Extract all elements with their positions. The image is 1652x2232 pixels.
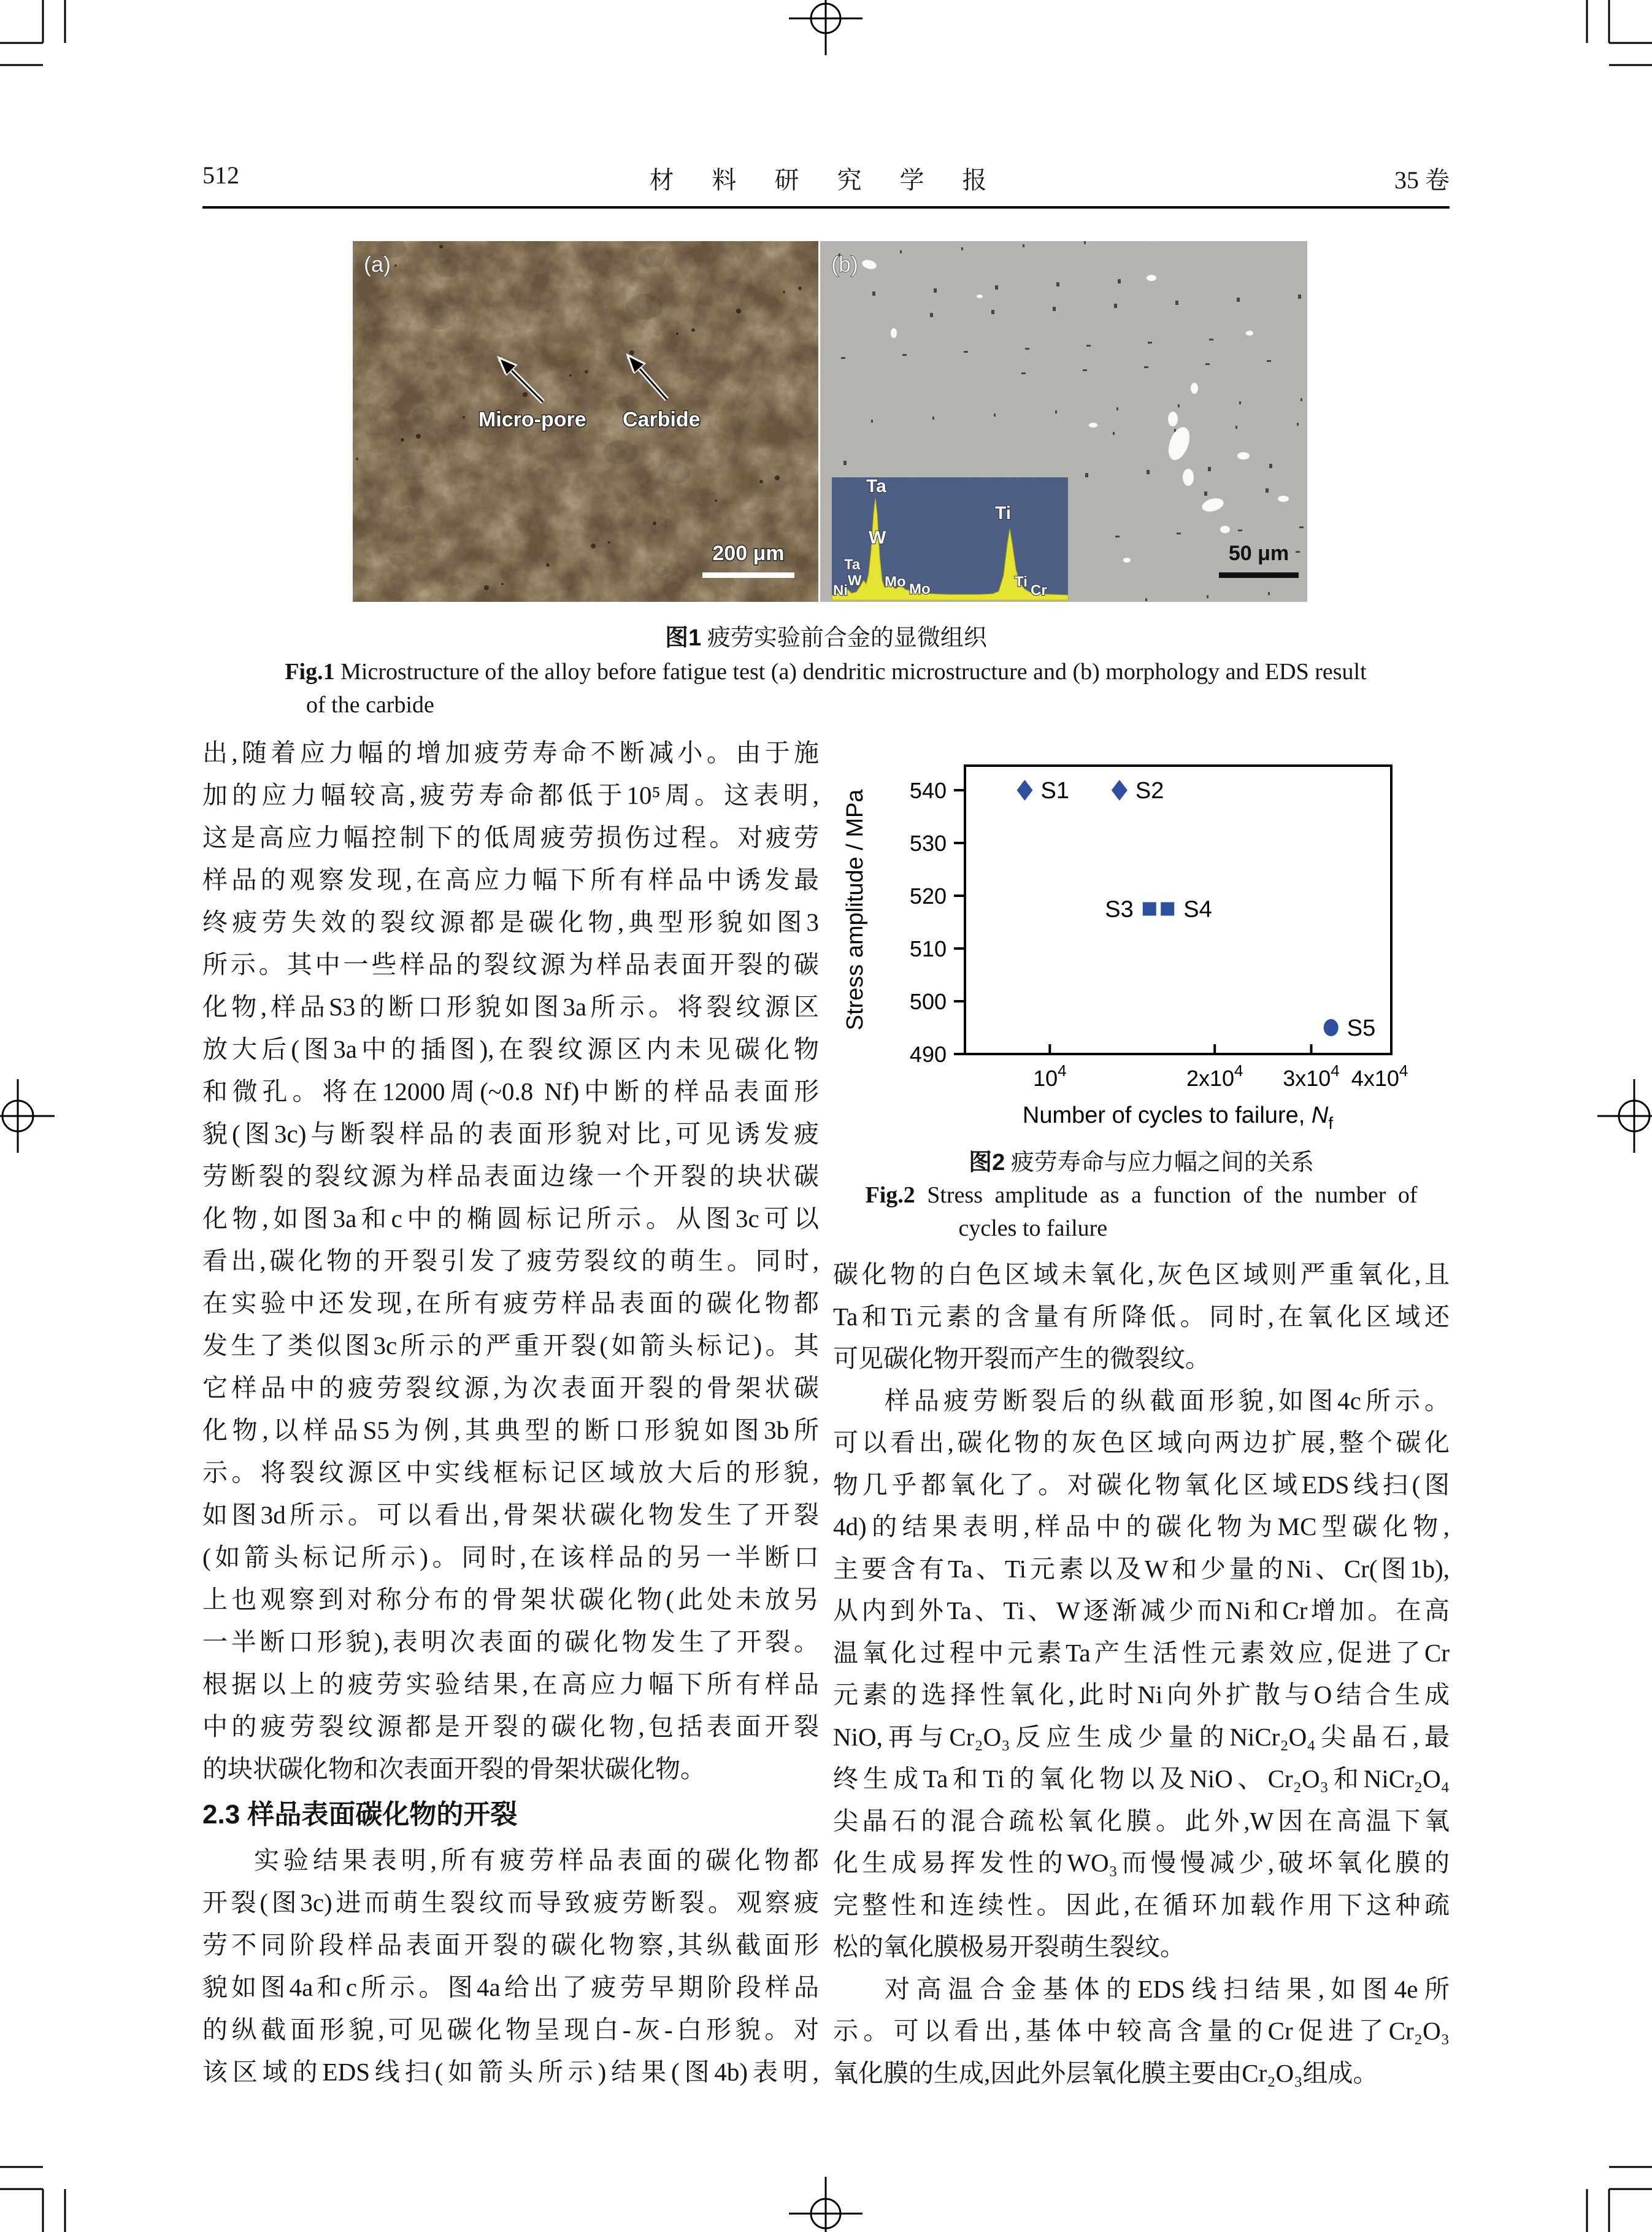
svg-text:3x104: $3x10^4$ — [1283, 1061, 1340, 1091]
svg-text:2x104: $2x10^4$ — [1186, 1061, 1243, 1091]
figure1-caption-cn: 图1 疲劳实验前合金的显微组织 — [665, 625, 987, 651]
carbide-label: Carbide — [623, 408, 701, 431]
eds-peak-Ta-icon: Ta — [866, 476, 886, 496]
eds-label-Mo1: Mo — [885, 574, 906, 590]
text-line: 尖晶石的混合疏松氧化膜。此外,W因在高温下氧 — [833, 1806, 1450, 1835]
scalebar-a-label: 200 μm — [712, 542, 785, 565]
text-line: 物几乎都氧化了。对碳化物氧化区域EDS线扫(图 — [833, 1470, 1450, 1499]
text-line: 出,随着应力幅的增加疲劳寿命不断减小。由于施 — [202, 739, 819, 767]
panel-b-tag: (b) — [831, 252, 858, 277]
header-rule — [202, 206, 1450, 209]
text-line: 温氧化过程中元素Ta产生活性元素效应,促进了Cr — [833, 1638, 1450, 1667]
eds-label-Mo2: Mo — [909, 581, 931, 598]
figure2-number: 图2 — [969, 1150, 1005, 1176]
eds-label-Cr: Cr — [1031, 582, 1047, 599]
micropore-label: Micro-pore — [478, 408, 586, 431]
left-paragraph-2 — [202, 1839, 819, 2093]
text-line: 如图3d所示。可以看出,骨架状碳化物发生了开裂 — [202, 1501, 819, 1529]
text-line: 样品疲劳断裂后的纵截面形貌,如图4c所示。 — [885, 1386, 1450, 1415]
svg-text:490: 490 — [909, 1042, 947, 1067]
text-line: 的纵截面形貌,可见碳化物呈现白-灰-白形貌。对 — [202, 2015, 819, 2044]
svg-text:540: 540 — [909, 778, 947, 803]
left-column — [202, 732, 819, 2093]
text-line: 和微孔。将在12000周(~0.8 Nf)中断的样品表面形 — [202, 1077, 819, 1106]
scalebar-a — [702, 572, 794, 578]
figure2-caption-en: Fig.2 Stress amplitude as a function of the number of cycles to failure — [865, 1182, 1418, 1241]
svg-text:500: 500 — [909, 989, 947, 1014]
eds-peak-W-icon: W — [869, 528, 886, 548]
chart-data-points — [1016, 778, 1375, 1041]
text-line: 看出,碳化物的开裂引发了疲劳裂纹的萌生。同时, — [202, 1247, 819, 1275]
svg-text:104: $10^4$ — [1033, 1061, 1067, 1091]
figure1-caption-en: Fig.1 Microstructure of the alloy before fatigue test (a) dendritic microstructure and (b) morphology and EDS result of the carbide — [285, 659, 1367, 718]
text-line: 劳断裂的裂纹源为样品表面边缘一个开裂的块状碳 — [202, 1162, 819, 1190]
running-header — [202, 161, 1450, 199]
volume-number: 35 卷 — [1394, 166, 1450, 194]
svg-text:530: 530 — [909, 831, 947, 856]
eds-label-W2: W — [848, 572, 862, 589]
svg-text:520: 520 — [909, 883, 947, 909]
registration-mark-left — [0, 1079, 55, 1153]
text-line: 貌如图4a和c所示。图4a给出了疲劳早期阶段样品 — [202, 1973, 819, 2001]
text-line: 貌(图3c)与断裂样品的表面形貌对比,可见诱发疲 — [202, 1120, 819, 1148]
y-axis-title: Stress amplitude / MPa — [842, 789, 868, 1031]
figure2-caption-cn: 图2 疲劳寿命与应力幅之间的关系 — [969, 1150, 1314, 1176]
scalebar-b — [1219, 572, 1299, 578]
fatigue-sn-chart — [833, 710, 1450, 1134]
panel-a-tag: (a) — [364, 252, 391, 277]
text-line: 的块状碳化物和次表面开裂的骨架状碳化物。 — [202, 1755, 705, 1783]
text-line: 这是高应力幅控制下的低周疲劳损伤过程。对疲劳 — [202, 823, 819, 852]
text-line: 该区域的EDS线扫(如箭头所示)结果(图4b)表明, — [202, 2058, 819, 2086]
text-line: 终生成Ta和Ti的氧化物以及NiO、Cr₂O₃和NiCr₂O₄ — [833, 1764, 1450, 1793]
eds-label-Ti2: Ti — [1015, 574, 1028, 590]
eds-peak-Ti-icon: Ti — [995, 503, 1012, 523]
svg-text:S4: S4 — [1183, 896, 1212, 923]
micrograph-panel-b — [820, 241, 1307, 602]
text-line: 一半断口形貌),表明次表面的碳化物发生了开裂。 — [202, 1628, 819, 1656]
text-line: 化物,样品S3的断口形貌如图3a所示。将裂纹源区 — [202, 993, 819, 1021]
text-line: 化物,以样品S5为例,其典型的断口形貌如图3b所 — [202, 1416, 819, 1444]
text-line: 从内到外Ta、Ti、W逐渐减少而Ni和Cr增加。在高 — [833, 1596, 1450, 1625]
text-line: 开裂(图3c)进而萌生裂纹而导致疲劳断裂。观察疲 — [202, 1888, 819, 1917]
text-line: 加的应力幅较高,疲劳寿命都低于10⁵周。这表明, — [202, 781, 819, 809]
text-line: 根据以上的疲劳实验结果,在高应力幅下所有样品 — [202, 1670, 819, 1698]
text-line: 可以看出,碳化物的灰色区域向两边扩展,整个碳化 — [833, 1428, 1450, 1457]
svg-text:S1: S1 — [1040, 778, 1069, 804]
text-line: 主要含有Ta、Ti元素以及W和少量的Ni、Cr(图1b), — [833, 1554, 1450, 1583]
text-line: NiO,再与Cr₂O₃反应生成少量的NiCr₂O₄尖晶石,最 — [833, 1722, 1450, 1751]
eds-spectrum-inset — [832, 476, 1068, 600]
text-line: 化生成易挥发性的WO₃而慢慢减少,破坏氧化膜的 — [833, 1849, 1450, 1877]
text-line: 完整性和连续性。因此,在循环加载作用下这种疏 — [833, 1890, 1450, 1919]
left-paragraph-1 — [202, 732, 819, 1790]
text-line: 它样品中的疲劳裂纹源,为次表面开裂的骨架状碳 — [202, 1374, 819, 1402]
text-line: 碳化物的白色区域未氧化,灰色区域则严重氧化,且 — [833, 1260, 1450, 1288]
text-line: 放大后(图3a中的插图),在裂纹源区内未见碳化物 — [202, 1035, 819, 1063]
text-line: 氧化膜的生成,因此外层氧化膜主要由Cr₂O₃组成。 — [833, 2058, 1378, 2087]
section-heading-2-3: 2.3 样品表面碳化物的开裂 — [202, 1799, 518, 1830]
figure1-number-en: Fig.1 — [285, 659, 335, 685]
text-line: 示。将裂纹源区中实线框标记区域放大后的形貌, — [202, 1458, 819, 1487]
registration-mark-top — [789, 0, 862, 55]
journal-title: 材 料 研 究 学 报 — [649, 166, 1003, 194]
registration-mark-right — [1597, 1079, 1652, 1153]
registration-mark-bottom — [789, 2177, 862, 2232]
text-line: 元素的选择性氧化,此时Ni向外扩散与O结合生成 — [833, 1680, 1450, 1709]
text-line: 实验结果表明,所有疲劳样品表面的碳化物都 — [254, 1846, 819, 1874]
text-line: 中的疲劳裂纹源都是开裂的碳化物,包括表面开裂 — [202, 1712, 819, 1741]
text-line: Ta和Ti元素的含量有所降低。同时,在氧化区域还 — [833, 1302, 1450, 1331]
text-line: 发生了类似图3c所示的严重开裂(如箭头标记)。其 — [202, 1331, 819, 1360]
text-line: 终疲劳失效的裂纹源都是碳化物,典型形貌如图3 — [202, 908, 819, 936]
text-line: 劳不同阶段样品表面开裂的碳化物察,其纵截面形 — [202, 1931, 819, 1959]
text-line: 可见碳化物开裂而产生的微裂纹。 — [833, 1344, 1210, 1372]
page-number: 512 — [202, 161, 239, 189]
eds-label-Ta2: Ta — [844, 556, 861, 573]
x-axis-title: Number of cycles to failure, $N_f$ — [1022, 1103, 1334, 1133]
scalebar-b-label: 50 μm — [1228, 542, 1289, 565]
text-line: 示。可以看出,基体中较高含量的Cr促进了Cr₂O₃ — [833, 2017, 1450, 2045]
svg-text:4x104: $4x10^4$ — [1351, 1061, 1408, 1091]
text-line: 化物,如图3a和c中的椭圆标记所示。从图3c可以 — [202, 1204, 819, 1233]
chart-axes — [910, 766, 1408, 1091]
figure1-number: 图1 — [665, 625, 702, 651]
micrograph-panel-a — [353, 241, 818, 602]
right-paragraphs — [833, 1253, 1450, 2094]
svg-text:S2: S2 — [1135, 778, 1164, 804]
svg-text:510: 510 — [909, 936, 947, 961]
svg-text:S5: S5 — [1347, 1015, 1376, 1041]
text-line: 在实验中还发现,在所有疲劳样品表面的碳化物都 — [202, 1289, 819, 1317]
figure-1 — [353, 241, 1307, 602]
text-line: 上也观察到对称分布的骨架状碳化物(此处未放另 — [202, 1585, 819, 1614]
text-line: 对高温合金基体的EDS线扫结果,如图4e所 — [885, 1974, 1450, 2003]
text-line: 松的氧化膜极易开裂萌生裂纹。 — [833, 1933, 1185, 1961]
text-line: (如箭头标记所示)。同时,在该样品的另一半断口 — [202, 1543, 819, 1571]
right-column — [833, 710, 1450, 2094]
text-line: 4d)的结果表明,样品中的碳化物为MC型碳化物, — [833, 1512, 1450, 1541]
text-line: 所示。其中一些样品的裂纹源为样品表面开裂的碳 — [202, 950, 819, 979]
eds-label-Ni: Ni — [833, 582, 848, 599]
svg-text:S3: S3 — [1105, 896, 1134, 923]
text-line: 样品的观察发现,在高应力幅下所有样品中诱发最 — [202, 866, 819, 894]
